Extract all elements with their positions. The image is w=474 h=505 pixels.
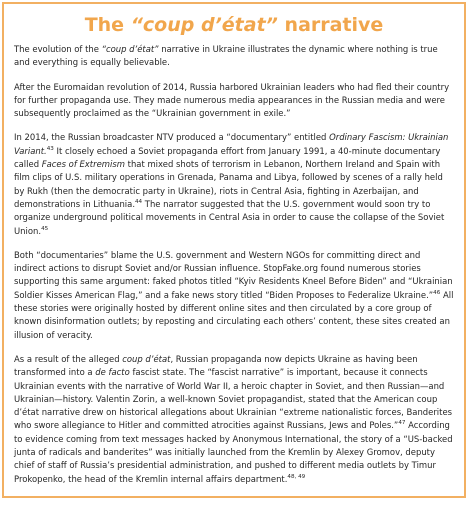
- p4-text-b: All these stories were originally hosted by different online sites and then circulated by a core group of known disinformation outlets; by reposting and circulating each others’ content, these sites created an illusion of veracity.: [14, 289, 454, 340]
- p5-italic-term-1: coup d’état: [122, 353, 171, 364]
- p4-text-a: Both “documentaries” blame the U.S. government and Western NGOs for committing direct and indirect actions to disrupt Soviet and/or Russian influence. StopFake.org found numerous stories supporting this same argument: faked photos titled “Kyiv Residents Kneel Before Biden” and “Ukrainian Soldier Kisses American Flag,” and a fake news story titled “Biden Proposes to Federalize Ukraine.”: [14, 249, 453, 300]
- footnote-ref-48-49: 48, 49: [287, 473, 306, 480]
- paragraph-2: [14, 81, 454, 121]
- p1-italic-term: “coup d’état”: [101, 44, 159, 54]
- p3-film-title-1: Ordinary Fascism: Ukrainian Variant.: [14, 132, 449, 156]
- p3-text-a: In 2014, the Russian broadcaster NTV produced a “documentary” entitled: [14, 132, 330, 143]
- title-italic: “coup d’état”: [130, 14, 278, 36]
- p3-text-f: The narrator suggested that the U.S. government would soon try to organize underground political movements in Central Asia in order to cause the collapse of the Soviet Union.: [14, 198, 445, 236]
- p1-text-c: narrative in Ukraine illustrates the dynamic where nothing is true and everything is equally believable.: [14, 44, 438, 68]
- p3-film-title-2: Faces of Extremism: [41, 159, 125, 170]
- p5-text-e: fascist state. The “fascist narrative” is important, because it connects Ukrainian events with the narrative of World War II, a heroic chapter in Soviet, and then Russian—and Ukrainian—history. Valentin Zorin, a well-known Soviet propagandist, stated that the American coup d’état narrative drew on historical allegations about Ukrainian “extreme nationalistic forces, Banderites who swore allegiance to Hitler and committed atrocities against Russians, Jews and Poles.”: [14, 367, 453, 431]
- p1-text-a: The evolution of the: [14, 44, 102, 54]
- p5-text-f: According to evidence coming from text messages hacked by Anonymous International, the story of a “US-backed junta of radicals and banderites” was initially launched from the Kremlin by Alexey Gromov, deputy chief of staff of Russia’s presidential administration, and pushed to different media outlets by Timur Prokopenko, the head of the Kremlin internal affairs department.: [14, 420, 453, 484]
- box-title: [14, 13, 454, 37]
- paragraph-4: [14, 249, 454, 342]
- p3-text-e: that mixed shots of terrorism in Lebanon, Northern Ireland and Spain with film clips of U.S. military operations in Grenada, Panama and Libya, followed by scenes of a rally held by Rukh (then the democratic party in Ukraine), riots in Central Asia, fighting in Azerbaijan, and demonstrations in Lithuania.: [14, 159, 443, 209]
- footnote-ref-44: 44: [135, 199, 143, 206]
- p2-text: After the Euromaidan revolution of 2014, Russia harbored Ukrainian leaders who had fled their country for further propaganda use. They made numerous media appearances in the Russian media and were subsequently proclaimed as the “Ukrainian government in exile.”: [14, 81, 450, 119]
- footnote-ref-43: 43: [46, 145, 54, 152]
- sidebar-box: [2, 2, 466, 498]
- paragraph-5: [14, 353, 454, 486]
- p3-text-c: It closely echoed a Soviet propaganda effort from January 1991, a 40-minute documentary called: [14, 145, 441, 170]
- paragraph-3: [14, 131, 454, 237]
- title-pre: The: [84, 14, 131, 36]
- footnote-ref-45: 45: [41, 225, 49, 232]
- title-post: narrative: [277, 14, 384, 36]
- footnote-ref-46: 46: [433, 289, 441, 296]
- p5-text-a: As a result of the alleged: [14, 353, 123, 364]
- p5-text-c: , Russian propaganda now depicts Ukraine as having been transformed into a: [14, 353, 418, 378]
- footnote-ref-47: 47: [398, 420, 406, 427]
- p5-italic-term-2: de facto: [95, 367, 130, 378]
- paragraph-1: [14, 43, 454, 70]
